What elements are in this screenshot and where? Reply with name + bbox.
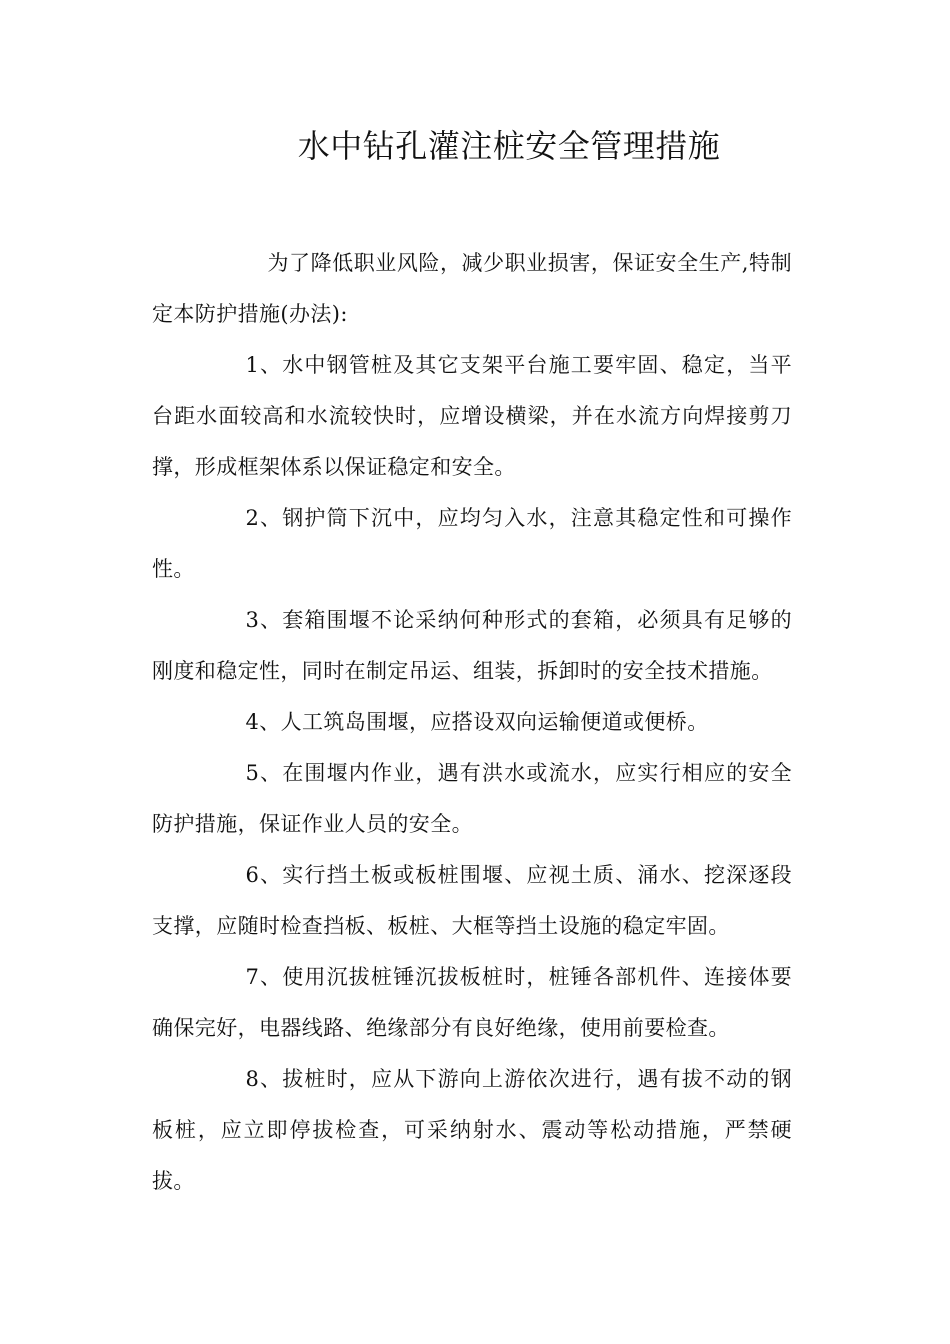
measure-item-1: 1、水中钢管桩及其它支架平台施工要牢固、稳定，当平台距水面较高和水流较快时，应增设横梁，并在水流方向焊接剪刀撑，形成框架体系以保证稳定和安全。 <box>152 353 792 479</box>
measure-item-4: 4、人工筑岛围堰，应搭设双向运输便道或便桥。 <box>245 710 709 734</box>
measure-item-3: 3、套箱围堰不论采纳何种形式的套箱，必须具有足够的刚度和稳定性，同时在制定吊运、组装，拆卸时的安全技术措施。 <box>152 608 792 683</box>
measure-item-7: 7、使用沉拔桩锤沉拔板桩时，桩锤各部机件、连接体要确保完好，电器线路、绝缘部分有良好绝缘，使用前要检查。 <box>152 965 792 1040</box>
measure-item-6: 6、实行挡土板或板桩围堰、应视土质、涌水、挖深逐段支撑，应随时检查挡板、板桩、大框等挡土设施的稳定牢固。 <box>152 863 792 938</box>
measure-item-8: 8、拔桩时，应从下游向上游依次进行，遇有拔不动的钢板桩，应立即停拔检查，可采纳射水、震动等松动措施，严禁硬拔。 <box>152 1067 792 1193</box>
measure-item-2: 2、钢护筒下沉中，应均匀入水，注意其稳定性和可操作性。 <box>152 506 792 581</box>
document-body <box>152 238 792 1207</box>
document-title: 水中钻孔灌注桩安全管理措施 <box>297 127 721 165</box>
intro-paragraph: 为了降低职业风险，减少职业损害，保证安全生产,特制定本防护措施(办法): <box>152 251 792 326</box>
measure-item-5: 5、在围堰内作业，遇有洪水或流水，应实行相应的安全防护措施，保证作业人员的安全。 <box>152 761 792 836</box>
